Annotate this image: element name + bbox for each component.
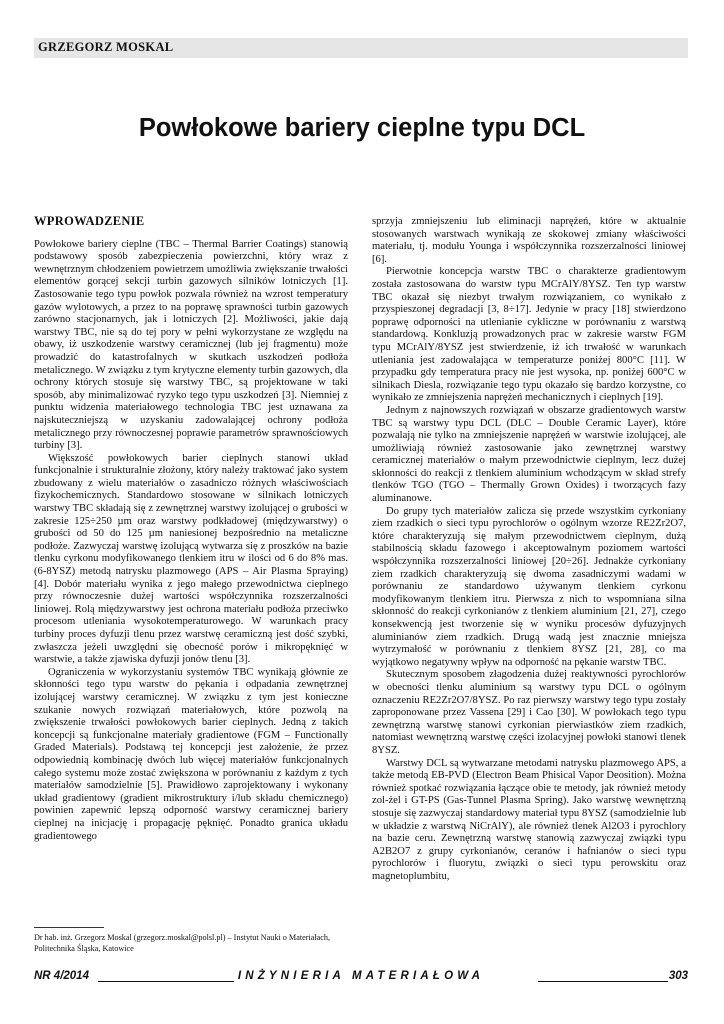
section-heading: WPROWADZENIE xyxy=(34,214,145,228)
footnote-divider xyxy=(34,927,104,928)
footer-journal-name: INŻYNIERIA MATERIAŁOWA xyxy=(234,970,488,982)
footer-issue: NR 4/2014 xyxy=(34,970,89,982)
right-column xyxy=(372,216,686,883)
left-column xyxy=(34,215,348,843)
page-footer xyxy=(34,970,688,986)
paragraph: sprzyja zmniejszeniu lub eliminacji naprężeń, które w aktualnie stosowanych warstwach wynikają ze skokowej zmiany właściwości materiału, tj. modułu Younga i współczynnika rozszerzalności liniowej [6]. xyxy=(372,216,686,265)
running-header-author: GRZEGORZ MOSKAL xyxy=(38,40,174,54)
paragraph: Ograniczenia w wykorzystaniu systemów TBC wynikają głównie ze skłonności tego typu warstw do pękania i odpadania zewnętrznej izolującej warstwy ceramicznej. W związku z tym jest konieczne szukanie nowych rozwiązań materiałowych, które pozwolą na zwiększenie trwałości powłokowych barier cieplnych. Jedną z takich koncepcji są funkcjonalne materiały gradientowe (FGM – Functionally Graded Materials). Podstawą tej koncepcji jest założenie, że przez odpowiednią kombinację dwóch lub więcej materiałów funkcjonalnych całego systemu może zostać zwiększona w porównaniu z każdym z tych materiałów samodzielnie [5]. Prawidłowo zaprojektowany i wykonany układ gradientowy (gradient mikrostruktury i/lub składu chemicznego) powinien zapewnić lepszą odporność warstwy ceramicznej bariery cieplnej na inicjację i propagację pęknięć. Ponadto granica układu gradientowego xyxy=(34,666,348,842)
paragraph: Większość powłokowych barier cieplnych stanowi układ funkcjonalnie i strukturalnie złożony, który należy traktować jako system zbudowany z wielu materiałów o zasadniczo różnych właściwościach fizykochemicznych. Standardowo stosowane w silnikach lotniczych warstwy TBC składają się z zewnętrznej warstwy izolującej o grubości w zakresie 125÷250 µm oraz warstwy podkładowej (międzywarstwy) o grubości od 50 do 125 µm naniesionej bezpośrednio na metaliczne podłoże. Zazwyczaj warstwę izolującą wytwarza się z proszków na bazie tlenku cyrkonu modyfikowanego tlenkiem itru w ilości od 6 do 8% mas. (6-8YSZ) metodą natrysku plazmowego (APS – Air Plasma Spraying) [4]. Dobór materiału wynika z jego małego przewodnictwa cieplnego przy równoczesnie dużej wartości współczynnika rozszerzalności liniowej. Rolą międzywarstwy jest ochrona materiału podłoża przeciwko procesom utleniania wysokotemperaturowego. W warunkach pracy turbiny proces dyfuzji tlenu przez warstwę ceramiczną jest dość szybki, zwłaszcza jeżeli uwzględni się obecność porów i mikropęknięć w warstwie, a także zjawiska dyfuzji jonów tlenu [3]. xyxy=(34,452,348,666)
paragraph: Jednym z najnowszych rozwiązań w obszarze gradientowych warstw TBC są warstwy typu DCL (DLC – Double Ceramic Layer), które pozwalają nie tylko na zmniejszenie naprężeń w warstwie izolującej, ale umożliwiają również zastosowanie jako zewnętrznej warstwy ceramicznej materiałów o małym przewodnictwie cieplnym, lecz dużej skłonności do reakcji z tlenkiem aluminium wchodzącym w skład strefy tlenków TGO (TGO – Thermally Grown Oxides) i tworzących fazy aluminanowe. xyxy=(372,404,686,505)
paragraph: Powłokowe bariery cieplne (TBC – Thermal Barrier Coatings) stanowią podstawowy sposób zabezpieczenia powierzchni, który wraz z wewnętrznym chłodzeniem powietrzem umożliwia zwiększanie trwałości elementów gorącej sekcji turbin gazowych silników lotniczych [1]. Zastosowanie tego typu powłok pozwala również na wzrost temperatury gazów wylotowych, a przez to na poprawę sprawności turbin gazowych zarówno stacjonarnych, jak i lotniczych [2]. Możliwości, jakie dają warstwy TBC, nie są do tej pory w pełni wykorzystane ze względu na obawy, iż uszkodzenie warstwy ceramicznej (lub jej fragmentu) może prowadzić do katastrofalnych w skutkach uszkodzeń podłoża metalicznego. W związku z tym krytyczne elementy turbin gazowych, dla ochrony których stosuje się warstwy TBC, są projektowane w taki sposób, aby minimalizować ryzyko tego typu uszkodzeń [3]. Niemniej z punktu widzenia materiałowego technologia TBC jest uznawana za najskuteczniejszą w uzyskaniu zadowalającej ochrony podłoża metalicznego przy równoczesnej poprawie parametrów sprawnościowych turbiny [3]. xyxy=(34,238,348,452)
paragraph: Warstwy DCL są wytwarzane metodami natrysku plazmowego APS, a także metodą EB-PVD (Electron Beam Phisical Vapor Deosition). Można również spotkać rozwiązania łączące obie te metody, jak również metody zol-żel i GT-PS (Gas-Tunnel Plasma Spring). Jako warstwę wewnętrzną stosuje się zazwyczaj standardowy materiał typu 8YSZ (samodzielnie lub w układzie z warstwą NiCrAlY), ale również tlenek Al2O3 i pyrochlory na bazie ceru. Zewnętrzną warstwę stanowią zazwyczaj związki typu A2B2O7 z grupy cyrkonianów, ceranów i hafnianów o sieci typu pyrochlorów i fluorytu, związki o sieci typu perowskitu oraz magnetoplumbitu, xyxy=(372,757,686,882)
paragraph: Skutecznym sposobem złagodzenia dużej reaktywności pyrochlorów w obecności tlenku aluminium są warstwy typu DCL o ogólnym oznaczeniu RE2Zr2O7/8YSZ. Po raz pierwszy warstwy tego typu zostały zaproponowane przez Vassena [29] i Cao [30]. W powłokach tego typu zewnętrzną warstwę stanowi cyrkonian pierwiastków ziem rzadkich, natomiast wewnętrzną warstwę części izolacyjnej powłoki stanowi tlenek 8YSZ. xyxy=(372,669,686,756)
paragraph: Do grupy tych materiałów zalicza się przede wszystkim cyrkoniany ziem rzadkich o sieci typu pyrochlorów o ogólnym wzorze RE2Zr2O7, które charakteryzują się małym przewodnictwem cieplnym, dużą stabilnością składu fazowego i akceptowalnym poziomem wartości współczynnika rozszerzalności liniowej [20÷26]. Jednakże cyrkoniany ziem rzadkich charakteryzują się dwoma zasadniczymi wadami w porównaniu ze standardowo używanym tlenkiem cyrkonu modyfikowanym tlenkiem itru. Pierwsza z nich to wspomniana silna skłonność do reakcji cyrkonianów z tlenkiem aluminium [21, 27], czego konsekwencją jest tworzenie się w wyniku procesów dyfuzyjnych aluminianów ziem rzadkich. Drugą wadą jest znacznie mniejsza wytrzymałość w porównaniu z tlenkiem 8YSZ [21, 28], co ma wyjątkowo negatywny wpływ na odporność na pękanie warstw TBC. xyxy=(372,505,686,668)
paragraph: Pierwotnie koncepcja warstw TBC o charakterze gradientowym została zastosowana do warstw typu MCrAlY/8YSZ. Ten typ warstw TBC okazał się niezbyt trwałym rozwiązaniem, co wynikało z przyspieszonej degradacji [3, 8÷17]. Jedynie w pracy [18] stwierdzono poprawę odporności na utlenianie cykliczne w porównaniu z warstwą standardową. Konkluzją prowadzonych prac w zakresie warstw FGM typu MCrAlY/8YSZ jest stwierdzenie, iż ich trwałość w warunkach utleniania jest zadowalająca w temperaturze poniżej 800°C [11]. W przypadku gdy temperatura pracy nie jest wysoka, np. poniżej 600°C w silnikach Diesla, rozwiązanie tego typu okazało się bardzo korzystne, co wynikało ze zmniejszenia naprężeń mechanicznych i cieplnych [19]. xyxy=(372,266,686,404)
article-title: Powłokowe bariery cieplne typu DCL xyxy=(138,114,586,142)
footer-page-number: 303 xyxy=(668,970,688,982)
running-header-bar xyxy=(34,38,688,58)
author-footnote: Dr hab. inż. Grzegorz Moskal (grzegorz.moskal@polsl.pl) – Instytut Nauki o Materiałach, Politechnika Śląska, Katowice xyxy=(34,933,331,953)
